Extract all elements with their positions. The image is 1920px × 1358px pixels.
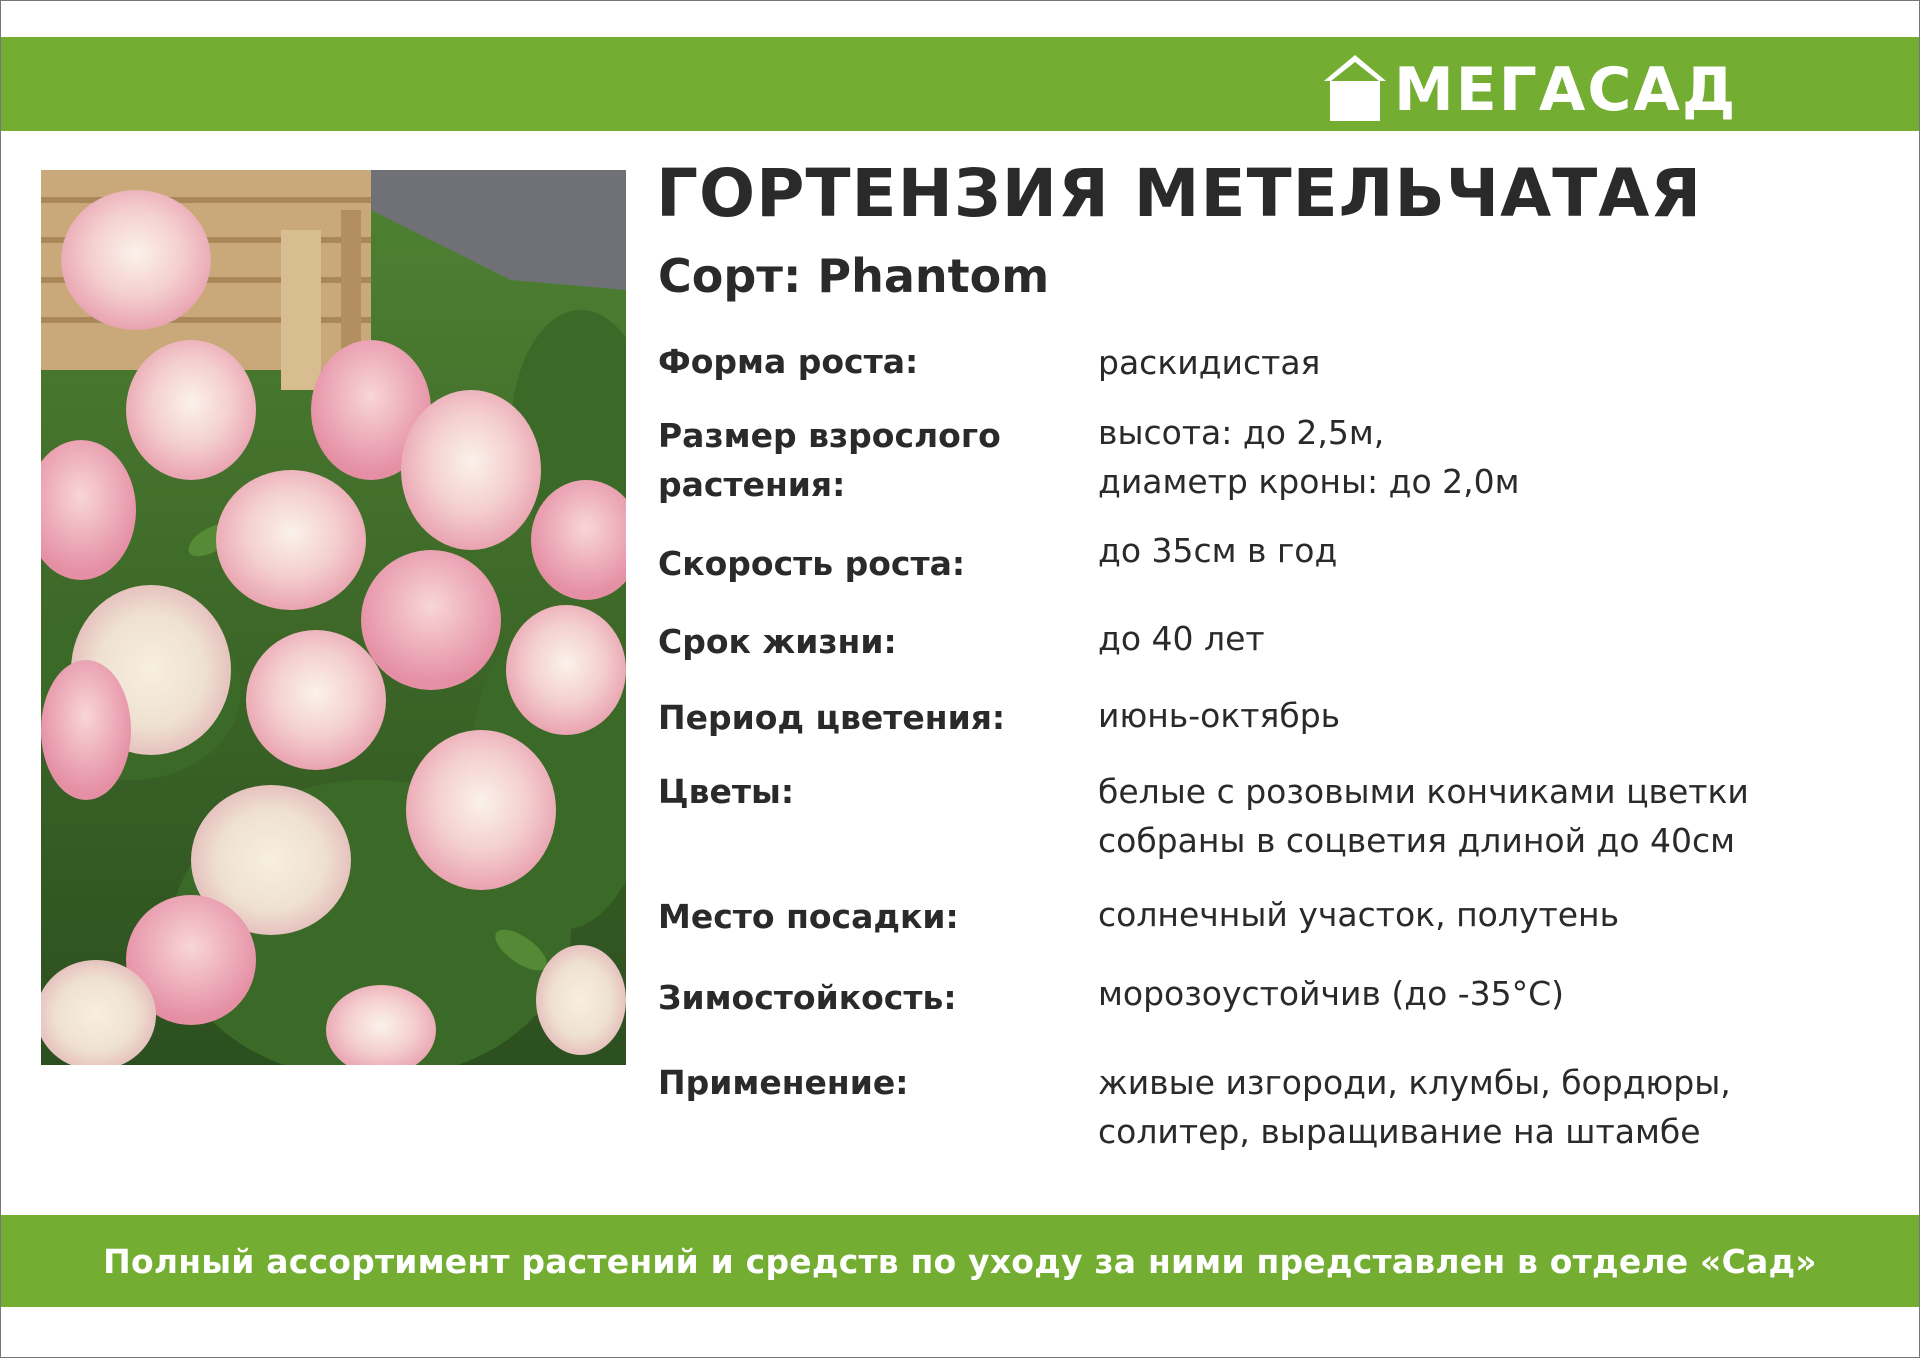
footer-text: Полный ассортимент растений и средств по уходу за ними представлен в отделе «Сад» bbox=[103, 1241, 1817, 1281]
property-label-hardiness: Зимостойкость: bbox=[658, 978, 957, 1017]
property-label-adult-size: Размер взрослого растения: bbox=[658, 416, 1001, 504]
property-value-usage: живые изгороди, клумбы, бордюры, солитер, выращивание на штамбе bbox=[1098, 1063, 1731, 1151]
property-value-growth-rate: до 35см в год bbox=[1098, 531, 1338, 570]
property-value-flowers: белые с розовыми кончиками цветки собраны в соцветия длиной до 40см bbox=[1098, 772, 1749, 860]
property-value-adult-size: высота: до 2,5м, диаметр кроны: до 2,0м bbox=[1098, 413, 1520, 501]
hydrangea-photo bbox=[41, 170, 626, 1065]
property-value-hardiness: морозоустойчив (до -35°С) bbox=[1098, 974, 1565, 1013]
logo-text: МЕГАСАД bbox=[1394, 55, 1738, 125]
brand-logo bbox=[1322, 47, 1737, 123]
variety-label: Сорт: Phantom bbox=[658, 249, 1050, 303]
property-value-lifespan: до 40 лет bbox=[1098, 619, 1265, 658]
footer-bar bbox=[1, 1215, 1919, 1307]
property-value-planting-site: солнечный участок, полутень bbox=[1098, 895, 1620, 934]
property-label-lifespan: Срок жизни: bbox=[658, 622, 897, 661]
house-icon bbox=[1322, 51, 1388, 123]
property-value-bloom-period: июнь-октябрь bbox=[1098, 696, 1341, 735]
property-label-flowers: Цветы: bbox=[658, 772, 795, 811]
property-label-bloom-period: Период цветения: bbox=[658, 698, 1006, 737]
property-label-usage: Применение: bbox=[658, 1063, 909, 1102]
property-value-growth-form: раскидистая bbox=[1098, 343, 1321, 382]
property-label-planting-site: Место посадки: bbox=[658, 897, 959, 936]
property-label-growth-rate: Скорость роста: bbox=[658, 544, 966, 583]
property-label-growth-form: Форма роста: bbox=[658, 342, 919, 381]
page-title: ГОРТЕНЗИЯ МЕТЕЛЬЧАТАЯ bbox=[656, 155, 1703, 232]
